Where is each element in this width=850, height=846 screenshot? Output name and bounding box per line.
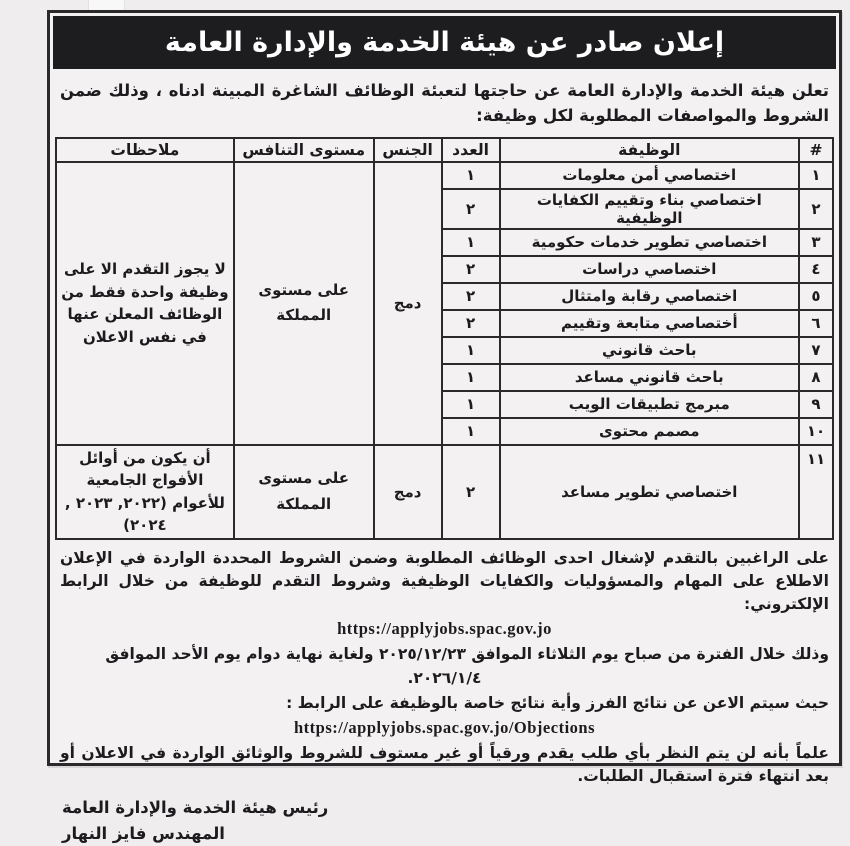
header-job: الوظيفة <box>500 138 799 162</box>
row-number: ٦ <box>799 310 833 337</box>
footer-section <box>50 540 839 789</box>
job-title: اختصاصي تطوير خدمات حكومية <box>500 229 799 256</box>
page-title: إعلان صادر عن هيئة الخدمة والإدارة العامة <box>164 27 725 58</box>
header-count: العدد <box>442 138 500 162</box>
disclaimer: علماً بأنه لن يتم النظر بأي طلب يقدم ورقياً أو غير مستوف للشروط والوثائق الواردة في الاعلان أو بعد انتهاء فترة استقبال الطلبات. <box>60 743 829 785</box>
job-title: اختصاصي تطوير مساعد <box>500 445 799 539</box>
notes-cell: أن يكون من أوائل الأفواج الجامعية للأعوام (٢٠٢٢, ٢٠٢٣ , ٢٠٢٤) <box>56 445 234 539</box>
header-number: # <box>799 138 833 162</box>
job-title: مصمم محتوى <box>500 418 799 445</box>
job-title: اختصاصي بناء وتقييم الكفايات الوظيفية <box>500 189 799 229</box>
gender-cell: دمج <box>374 445 442 539</box>
vacancy-count: ٢ <box>442 310 500 337</box>
vacancy-count: ٢ <box>442 283 500 310</box>
job-title: أختصاصي متابعة وتقييم <box>500 310 799 337</box>
application-period: وذلك خلال الفترة من صباح يوم الثلاثاء الموافق ٢٠٢٥/١٢/٢٣ ولغاية نهاية دوام يوم الأحد الموافق <box>105 645 829 663</box>
vacancy-count: ١ <box>442 229 500 256</box>
results-note: حيث سيتم الاعن عن نتائج الفرز وأية نتائج خاصة بالوظيفة على الرابط : <box>286 693 829 712</box>
vacancy-count: ٢ <box>442 256 500 283</box>
table-row <box>56 445 833 539</box>
jobs-table <box>55 137 834 540</box>
row-number: ٢ <box>799 189 833 229</box>
row-number: ١٠ <box>799 418 833 445</box>
job-title: باحث قانوني مساعد <box>500 364 799 391</box>
notes-cell-merged: لا يجوز التقدم الا على وظيفة واحدة فقط من الوظائف المعلن عنها في نفس الاعلان <box>56 162 234 445</box>
job-title: اختصاصي رقابة وامتثال <box>500 283 799 310</box>
application-instructions: على الراغبين بالتقدم لإشغال احدى الوظائف المطلوبة وضمن الشروط المحددة الواردة في الإعلان الاطلاع على المهام والمسؤوليات والكفايات الوظيفية وشروط التقدم للوظيفة من خلال الرابط الإلكتروني: <box>60 548 829 613</box>
row-number: ٧ <box>799 337 833 364</box>
application-period-end-date: ٢٠٢٦/١/٤. <box>407 669 482 688</box>
row-number: ٥ <box>799 283 833 310</box>
header-level: مستوى التنافس <box>234 138 374 162</box>
vacancy-count: ١ <box>442 391 500 418</box>
job-title: اختصاصي أمن معلومات <box>500 162 799 189</box>
gender-cell-merged: دمج <box>374 162 442 445</box>
row-number: ١ <box>799 162 833 189</box>
job-title: مبرمج تطبيقات الويب <box>500 391 799 418</box>
vacancy-count: ١ <box>442 337 500 364</box>
header-gender: الجنس <box>374 138 442 162</box>
announcement-box <box>47 10 842 843</box>
table-header-row <box>56 138 833 162</box>
job-title: اختصاصي دراسات <box>500 256 799 283</box>
row-number: ٨ <box>799 364 833 391</box>
competition-level-cell: على مستوى المملكة <box>234 445 374 539</box>
vacancy-count: ١ <box>442 162 500 189</box>
application-link: https://applyjobs.spac.gov.jo <box>337 619 552 639</box>
objections-link: https://applyjobs.spac.gov.jo/Objections <box>294 717 595 737</box>
signature-name: المهندس فايز النهار <box>62 823 225 843</box>
row-number: ١١ <box>799 445 833 539</box>
title-bar <box>53 16 836 69</box>
vacancy-count: ٢ <box>442 189 500 229</box>
vacancy-count: ١ <box>442 418 500 445</box>
competition-level-cell-merged: على مستوى المملكة <box>234 162 374 445</box>
signature-block <box>50 789 839 846</box>
table-row <box>56 162 833 189</box>
header-notes: ملاحظات <box>56 138 234 162</box>
job-title: باحث قانوني <box>500 337 799 364</box>
row-number: ٣ <box>799 229 833 256</box>
intro-paragraph: تعلن هيئة الخدمة والإدارة العامة عن حاجتها لتعبئة الوظائف الشاغرة المبينة ادناه ، وذلك ضمن الشروط والمواصفات المطلوبة لكل وظيفة: <box>60 81 829 125</box>
vacancy-count: ٢ <box>442 445 500 539</box>
vacancy-count: ١ <box>442 364 500 391</box>
signature-title: رئيس هيئة الخدمة والإدارة العامة <box>62 798 329 817</box>
row-number: ٩ <box>799 391 833 418</box>
row-number: ٤ <box>799 256 833 283</box>
